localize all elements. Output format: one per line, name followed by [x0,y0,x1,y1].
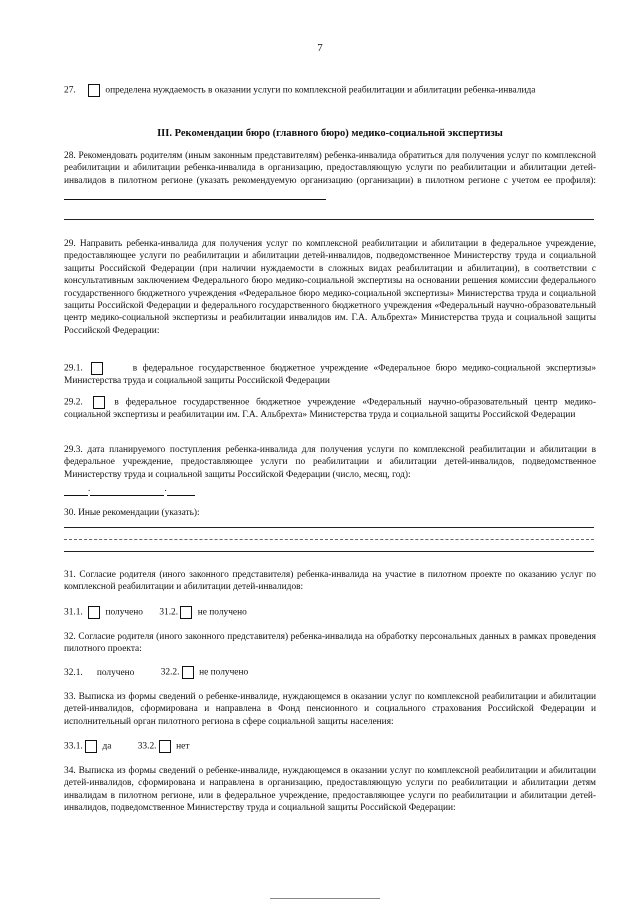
item-27-checkbox[interactable] [88,84,100,97]
item-33-1-label: да [102,741,112,752]
item-29-3 [64,444,596,496]
item-33-2-label: нет [176,741,190,752]
date-year-field[interactable] [167,485,195,496]
item-29-2 [64,396,596,421]
item-30-text: 30. Иные рекомендации (указать): [64,508,200,518]
item-29 [64,238,596,337]
date-separator-1: . [88,484,91,495]
item-31-1-label: получено [105,607,143,618]
item-29-2-number: 29.2. [64,397,83,408]
item-30-line-2[interactable] [64,539,594,540]
item-31-option-1[interactable] [64,606,143,619]
item-33-2-number: 33.2. [137,741,157,752]
item-32-text: 32. Согласие родителя (иного законного представителя) ребенка-инвалида на обработку персональных данных в рамках проведения пилотного проекта: [64,632,596,655]
item-27-text: определена нуждаемость в оказании услуги по комплексной реабилитации и абилитации ребенка-инвалида [105,85,536,96]
item-30-line-3[interactable] [64,551,594,552]
item-33-1-checkbox[interactable] [85,740,97,753]
item-29-1-text: в федеральное государственное бюджетное учреждение «Федеральное бюро медико-социальной экспертизы» Министерства труда и социальной защиты Российской Федерации [64,363,597,387]
item-29-text: 29. Направить ребенка-инвалида для получения услуг по комплексной реабилитации и абилитации в федеральное учреждение, предоставляющее услуги по реабилитации и абилитации детей-инвалидов, подведомственное Министерству труда и социальной защиты Российской Федерации (при наличии нуждаемости в сложных видах реабилитации и абилитации), в соответствии с консультативным заключением Федерального бюро медико-социальной экспертизы на основании решения комиссии федерального государственного бюджетного учреждения «Федеральное бюро медико-социальной экспертизы» Министерства труда и социальной защиты Российской Федерации и федерального государственного бюджетного учреждения «Федеральный научно-образовательный центр медико-социальной экспертизы и реабилитации инвалидов им. Г.А. Альбрехта» Министерства труда и социальной защиты Российской Федерации: [64,239,596,336]
section-title: III. Рекомендации бюро (главного бюро) медико-социальной экспертизы [157,128,503,139]
item-32-options [64,666,596,679]
item-33-options [64,740,596,753]
item-32-option-2[interactable] [161,666,249,679]
item-29-1 [64,362,596,387]
item-33-option-1[interactable] [64,740,111,753]
item-29-1-checkbox[interactable] [91,362,103,375]
date-month-field[interactable] [90,484,167,496]
item-32-2-checkbox[interactable] [182,666,194,679]
date-day-field[interactable] [64,484,91,496]
item-31-1-number: 31.1. [64,607,83,618]
item-33-1-number: 33.1. [64,741,83,752]
item-28-organization-field[interactable] [64,189,326,200]
item-33 [64,691,596,728]
item-28-text: 28. Рекомендовать родителям (иным законным представителям) ребенка-инвалида обратиться для получения услуг по комплексной реабилитации и абилитации ребенка-инвалида в организацию, предоставляющую услуги по реабилитации и абилитации детей-инвалидов в пилотном регионе (указать рекомендуемую организацию (организации) в пилотном регионе с учетом ее профиля): [64,151,596,186]
item-28-answer-line[interactable] [64,219,594,220]
item-33-text: 33. Выписка из формы сведений о ребенке-инвалиде, нуждающемся в оказании услуг по комплексной реабилитации и абилитации детей-инвалидов, сформирована и направлена в Фонд пенсионного и социального страхования Российской Федерации и исполнительный орган пилотного региона в сфере социальной защиты населения: [64,692,596,727]
item-32-1-label: получено [96,667,135,678]
item-34-text: 34. Выписка из формы сведений о ребенке-инвалиде, нуждающемся в оказании услуг по комплексной реабилитации и абилитации детей-инвалидов, сформирована и направлена в организацию, предоставляющую услуги по реабилитации и абилитации детям инвалидам в пилотном регионе, или в федеральное учреждение, предоставляющее услуги по реабилитации и абилитации детей-инвалидов, подведомственное Министерству труда и социальной защиты Российской Федерации: [64,766,596,814]
item-31-option-2[interactable] [159,606,247,619]
item-27-number: 27. [64,85,76,96]
item-32-1-number: 32.1. [64,667,83,678]
item-31 [64,569,596,594]
item-31-2-label: не получено [197,607,247,618]
item-31-2-number: 31.2. [159,607,179,618]
item-29-2-text: в федеральное государственное бюджетное учреждение «Федеральный научно-образовательный центр медико-социальной экспертизы и реабилитации им. Г.А. Альбрехта» Министерства труда и социальной защиты Российской Федерации [64,397,596,421]
item-30 [64,507,596,519]
item-28 [64,150,596,200]
item-32 [64,631,596,656]
item-27 [64,84,596,97]
item-31-1-checkbox[interactable] [88,606,100,619]
item-29-1-number: 29.1. [64,363,83,374]
item-29-3-text: 29.3. дата планируемого поступления ребенка-инвалида для получения услуги по комплексной реабилитации и абилитации в федеральное учреждение, предоставляющее услуги по реабилитации и абилитации детей-инвалидов, подведомственное Министерству труда и социальной защиты Российской Федерации (число, месяц, год): [64,445,596,480]
item-32-2-number: 32.2. [160,667,180,678]
page-number: 7 [317,42,323,54]
item-32-option-1[interactable] [64,667,134,679]
item-30-line-1[interactable] [64,527,594,528]
item-31-options [64,606,596,619]
bottom-divider [270,898,380,899]
item-34 [64,765,596,815]
date-field [64,483,596,495]
item-29-2-checkbox[interactable] [93,396,105,409]
item-33-option-2[interactable] [138,740,190,753]
item-31-2-checkbox[interactable] [180,606,192,619]
date-separator-2: . [164,484,167,495]
item-33-2-checkbox[interactable] [159,740,171,753]
item-32-2-label: не получено [199,667,249,678]
item-31-text: 31. Согласие родителя (иного законного представителя) ребенка-инвалида на участие в пилотном проекте по оказанию услуг по комплексной реабилитации и абилитации детей-инвалидов: [64,570,596,593]
